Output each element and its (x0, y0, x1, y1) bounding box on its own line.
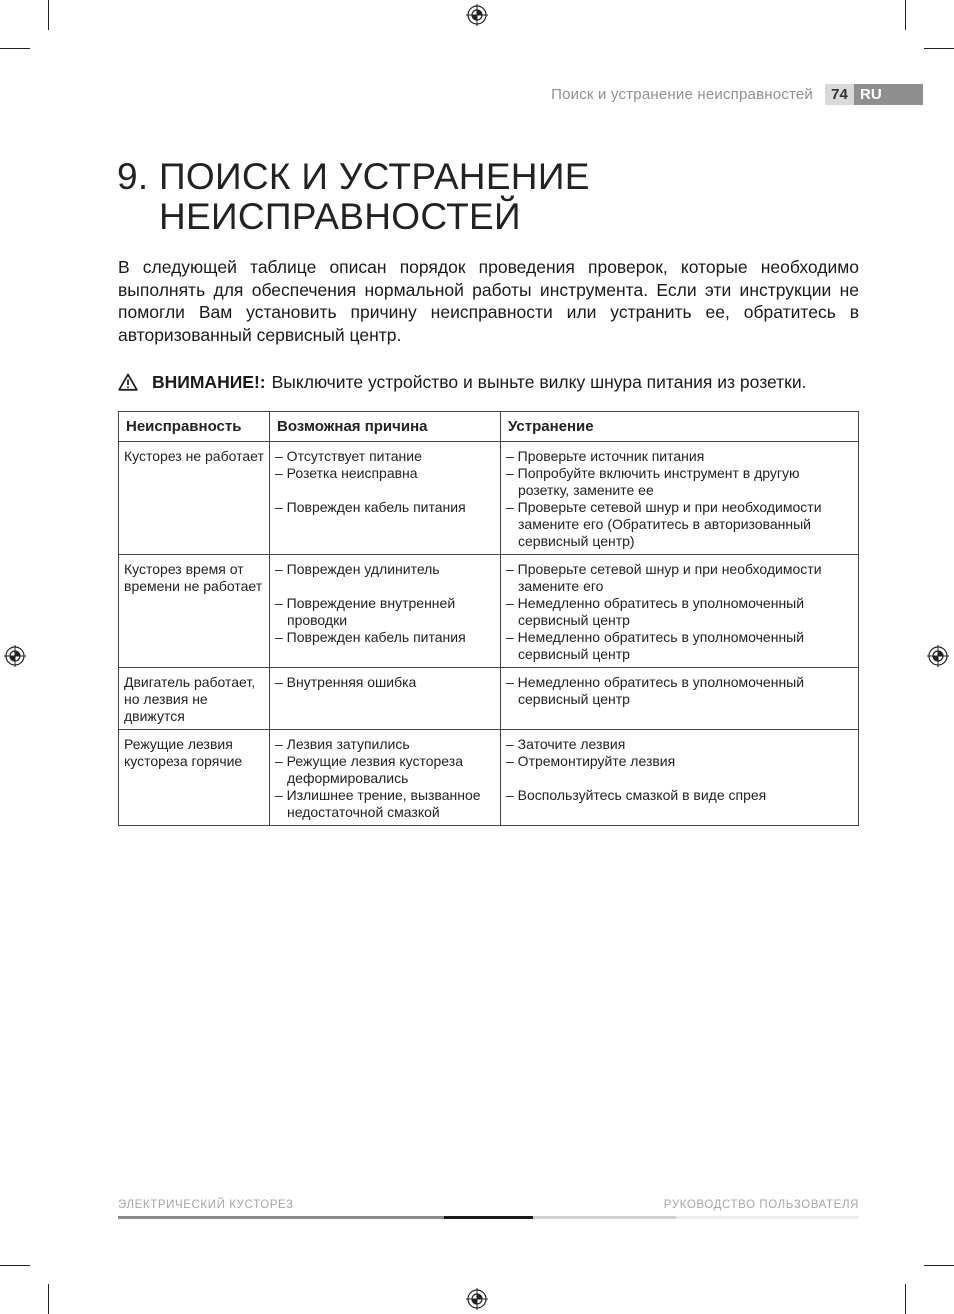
warning-triangle-icon (118, 373, 138, 391)
page-title-line-2: НЕИСПРАВНОСТЕЙ (159, 196, 521, 237)
table-row (119, 442, 859, 555)
footer-bar-segment (533, 1216, 676, 1219)
crop-mark (0, 1265, 30, 1266)
crop-mark (0, 48, 30, 49)
language-tag: RU (854, 84, 923, 105)
footer-document-type: РУКОВОДСТВО ПОЛЬЗОВАТЕЛЯ (663, 1199, 859, 1211)
footer-product-name: ЭЛЕКТРИЧЕСКИЙ КУСТОРЕЗ (118, 1199, 294, 1211)
remedy-item: – Попробуйте включить инструмент в другую розетку, замените ее (506, 465, 800, 498)
footer-bar-segment (676, 1216, 859, 1219)
table-row (119, 730, 859, 826)
remedy-cell (501, 555, 859, 668)
table-row (119, 555, 859, 668)
remedy-item: – Немедленно обратитесь в уполномоченный сервисный центр (506, 629, 805, 662)
remedy-cell (501, 668, 859, 730)
registration-mark-icon (927, 645, 949, 667)
warning-label: ВНИМАНИЕ!: (152, 372, 266, 392)
remedy-item: – Отремонтируйте лезвия (506, 753, 676, 769)
cause-cell (270, 442, 501, 555)
running-header-section: Поиск и устранение неисправностей (551, 86, 813, 103)
line-gap (275, 578, 495, 595)
table-row (119, 668, 859, 730)
crop-mark (924, 48, 954, 49)
fault-cell: Режущие лезвия кустореза горячие (119, 730, 270, 826)
cause-item: – Повреждение внутренней проводки (275, 595, 456, 628)
table-header-row (119, 412, 859, 442)
remedy-item: – Немедленно обратитесь в уполномоченный сервисный центр (506, 595, 805, 628)
crop-mark (905, 0, 906, 30)
cause-item: – Внутренняя ошибка (275, 674, 417, 690)
column-header-remedy: Устранение (501, 412, 859, 442)
registration-mark-icon (4, 645, 26, 667)
crop-mark (48, 1284, 49, 1314)
remedy-item: – Проверьте сетевой шнур и при необходимости замените его (506, 561, 822, 594)
cause-cell (270, 555, 501, 668)
fault-cell: Кусторез не работает (119, 442, 270, 555)
registration-mark-icon (466, 4, 488, 26)
crop-mark (48, 0, 49, 30)
page-title (117, 157, 590, 237)
cause-item: – Розетка неисправна (275, 465, 418, 481)
crop-mark (905, 1284, 906, 1314)
footer-bar-segment (444, 1216, 533, 1219)
column-header-fault: Неисправность (119, 412, 270, 442)
page-number: 74 (825, 84, 854, 105)
cause-item: – Лезвия затупились (275, 736, 410, 752)
cause-cell (270, 668, 501, 730)
remedy-item: – Проверьте источник питания (506, 448, 705, 464)
warning-text: Выключите устройство и выньте вилку шнура питания из розетки. (271, 372, 807, 392)
troubleshooting-table (118, 411, 859, 826)
line-gap (506, 770, 853, 787)
remedy-item: – Воспользуйтесь смазкой в виде спрея (506, 787, 767, 803)
cause-item: – Поврежден кабель питания (275, 629, 466, 645)
footer-bar-segment (118, 1216, 444, 1219)
crop-mark (924, 1265, 954, 1266)
registration-mark-icon (466, 1288, 488, 1310)
intro-paragraph: В следующей таблице описан порядок проведения проверок, которые необходимо выполнять для обеспечения нормальной работы инструмента. Если эти инструкции не помогли Вам установить причину неисправности или устранить ее, обратитесь в авторизованный сервисный центр. (118, 257, 859, 345)
cause-item: – Поврежден кабель питания (275, 499, 466, 515)
fault-cell: Кусторез время от времени не работает (119, 555, 270, 668)
cause-item: – Поврежден удлинитель (275, 561, 440, 577)
line-gap (275, 482, 495, 499)
page-title-line-1: 9. ПОИСК И УСТРАНЕНИЕ (117, 156, 590, 197)
cause-item: – Излишнее трение, вызванное недостаточной смазкой (275, 787, 481, 820)
cause-cell (270, 730, 501, 826)
warning-notice (118, 371, 878, 393)
remedy-cell (501, 442, 859, 555)
remedy-item: – Проверьте сетевой шнур и при необходимости замените его (Обратитесь в авторизованный сервисный центр) (506, 499, 822, 549)
remedy-item: – Немедленно обратитесь в уполномоченный сервисный центр (506, 674, 805, 707)
remedy-cell (501, 730, 859, 826)
remedy-item: – Заточите лезвия (506, 736, 626, 752)
column-header-cause: Возможная причина (270, 412, 501, 442)
fault-cell: Двигатель работает, но лезвия не движутся (119, 668, 270, 730)
cause-item: – Режущие лезвия кустореза деформировались (275, 753, 463, 786)
page-tab (825, 84, 923, 105)
cause-item: – Отсутствует питание (275, 448, 422, 464)
